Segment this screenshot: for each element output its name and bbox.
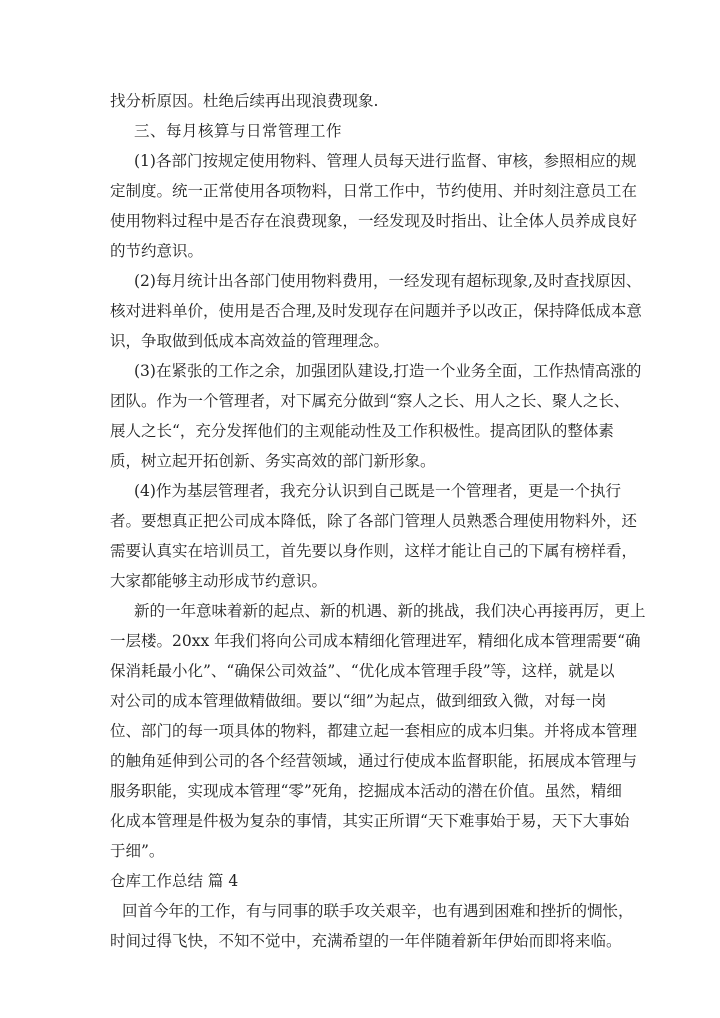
text-line: 服务职能，实现成本管理“零”死角，挖掘成本活动的潜在价值。虽然，精细 bbox=[110, 782, 622, 800]
text-line: 回首今年的工作，有与同事的联手攻关艰辛，也有遇到困难和挫折的惆怅， bbox=[122, 902, 634, 920]
text-line: 者。要想真正把公司成本降低，除了各部门管理人员熟悉合理使用物料外，还 bbox=[110, 512, 638, 530]
text-line: 位、部门的每一项具体的物料，都建立起一套相应的成本归集。并将成本管理 bbox=[110, 722, 638, 740]
text-line: (3)在紧张的工作之余，加强团队建设,打造一个业务全面，工作热情高涨的 bbox=[134, 362, 642, 380]
text-line: 质，树立起开拓创新、务实高效的部门新形象。 bbox=[110, 452, 436, 470]
text-line: (4)作为基层管理者，我充分认识到自己既是一个管理者，更是一个执行 bbox=[134, 482, 621, 500]
text-line: 一层楼。20xx 年我们将向公司成本精细化管理进军，精细化成本管理需要“确 bbox=[110, 632, 641, 650]
text-line: 使用物料过程中是否存在浪费现象，一经发现及时指出、让全体人员养成良好 bbox=[110, 212, 638, 230]
text-line: 新的一年意味着新的起点、新的机遇、新的挑战，我们决心再接再厉，更上 bbox=[134, 602, 646, 620]
text-line: 于细”。 bbox=[110, 842, 165, 860]
text-line: 的节约意识。 bbox=[110, 242, 204, 260]
text-line: 找分析原因。杜绝后续再出现浪费现象. bbox=[110, 92, 379, 110]
section-title: 仓库工作总结 篇 4 bbox=[110, 872, 239, 890]
text-line: 时间过得飞快，不知不觉中，充满希望的一年伴随着新年伊始而即将来临。 bbox=[110, 932, 622, 950]
section-heading: 三、每月核算与日常管理工作 bbox=[134, 122, 343, 140]
text-line: 展人之长“，充分发挥他们的主观能动性及工作积极性。提高团队的整体素 bbox=[110, 422, 614, 440]
text-line: 团队。作为一个管理者，对下属充分做到“察人之长、用人之长、聚人之长、 bbox=[110, 392, 630, 410]
text-line: 化成本管理是件极为复杂的事情，其实正所谓“天下难事始于易，天下大事始 bbox=[110, 812, 630, 830]
text-line: 核对进料单价，使用是否合理,及时发现存在问题并予以改正，保持降低成本意 bbox=[110, 302, 642, 320]
text-line: 保消耗最小化”、“确保公司效益”、“优化成本管理手段”等，这样，就是以 bbox=[110, 662, 615, 680]
text-line: (1)各部门按规定使用物料、管理人员每天进行监督、审核，参照相应的规 bbox=[134, 152, 637, 170]
text-line: 大家都能够主动形成节约意识。 bbox=[110, 572, 328, 590]
text-line: 需要认真实在培训员工，首先要以身作则，这样才能让自己的下属有榜样看， bbox=[110, 542, 638, 560]
text-line: 定制度。统一正常使用各项物料，日常工作中，节约使用、并时刻注意员工在 bbox=[110, 182, 638, 200]
text-line: (2)每月统计出各部门使用物料费用，一经发现有超标现象,及时查找原因、 bbox=[134, 272, 642, 290]
text-line: 的触角延伸到公司的各个经营领域，通过行使成本监督职能，拓展成本管理与 bbox=[110, 752, 638, 770]
text-line: 对公司的成本管理做精做细。要以“细”为起点，做到细致入微，对每一岗 bbox=[110, 692, 607, 710]
text-line: 识，争取做到低成本高效益的管理理念。 bbox=[110, 332, 390, 350]
